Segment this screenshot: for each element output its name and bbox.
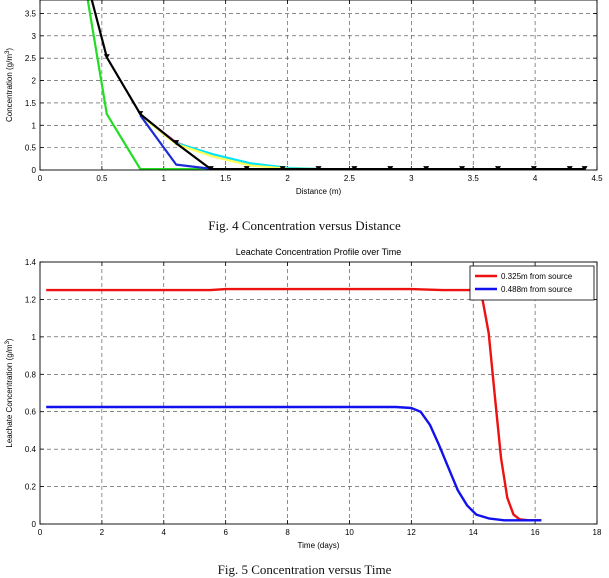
- x-tick-label: 1: [161, 174, 167, 183]
- x-tick-label: 14: [468, 528, 478, 537]
- y-tick-label: 0.4: [24, 445, 36, 455]
- y-tick-label: 1: [31, 121, 36, 131]
- x-tick-label: 0: [37, 174, 43, 183]
- y-tick-label: 1.2: [24, 295, 36, 305]
- x-tick-label: 16: [530, 528, 540, 537]
- y-axis-label: Concentration $(g/m^3)$: [5, 47, 14, 123]
- y-tick-label: 0: [31, 166, 36, 175]
- x-tick-label: 4.5: [591, 174, 603, 183]
- x-tick-label: 18: [592, 528, 602, 537]
- y-tick-label: 0.2: [24, 482, 36, 492]
- x-tick-label: 6: [223, 528, 228, 537]
- leachate-time-chart: [0, 238, 609, 558]
- x-axis-label: Time (days): [297, 541, 340, 550]
- x-tick-label: 1.5: [220, 174, 232, 183]
- legend-label: 0.488m from source: [501, 285, 573, 294]
- y-tick-label: 0.8: [24, 370, 36, 380]
- x-tick-label: 0: [37, 528, 43, 537]
- x-tick-label: 3.5: [467, 174, 479, 183]
- figure-4-caption: Fig. 4 Concentration versus Distance: [208, 218, 401, 233]
- y-tick-label: 2: [31, 76, 36, 86]
- y-tick-label: 3.5: [24, 9, 36, 19]
- figure-5-caption: Fig. 5 Concentration versus Time: [217, 562, 392, 577]
- x-tick-label: 2: [285, 174, 290, 183]
- x-tick-label: 12: [406, 528, 416, 537]
- y-tick-label: 3: [31, 31, 36, 41]
- chart-title: Leachate Concentration Profile over Time: [235, 247, 402, 257]
- legend: [470, 266, 594, 300]
- x-tick-label: 2: [99, 528, 105, 537]
- concentration-distance-chart: [0, 0, 609, 200]
- y-tick-label: 1.5: [24, 98, 36, 108]
- y-tick-label: 0.6: [24, 407, 36, 417]
- x-tick-label: 3: [409, 174, 414, 183]
- y-tick-label: 0: [31, 520, 36, 529]
- x-tick-label: 2.5: [343, 174, 356, 183]
- y-tick-label: 0.5: [24, 143, 36, 153]
- y-tick-label: 2.5: [24, 54, 36, 64]
- x-tick-label: 10: [344, 528, 354, 537]
- x-tick-label: 8: [285, 528, 290, 537]
- y-tick-label: 1: [31, 332, 36, 342]
- x-tick-label: 4: [161, 528, 167, 537]
- x-tick-label: 4: [532, 174, 538, 183]
- y-tick-label: 1.4: [24, 258, 36, 267]
- y-axis-label: Leachate Concentration $(g/m^3)$: [5, 338, 14, 448]
- x-axis-label: Distance (m): [295, 187, 342, 196]
- plot-area: [40, 262, 597, 524]
- x-tick-label: 0.5: [96, 174, 108, 183]
- legend-label: 0.325m from source: [501, 272, 573, 281]
